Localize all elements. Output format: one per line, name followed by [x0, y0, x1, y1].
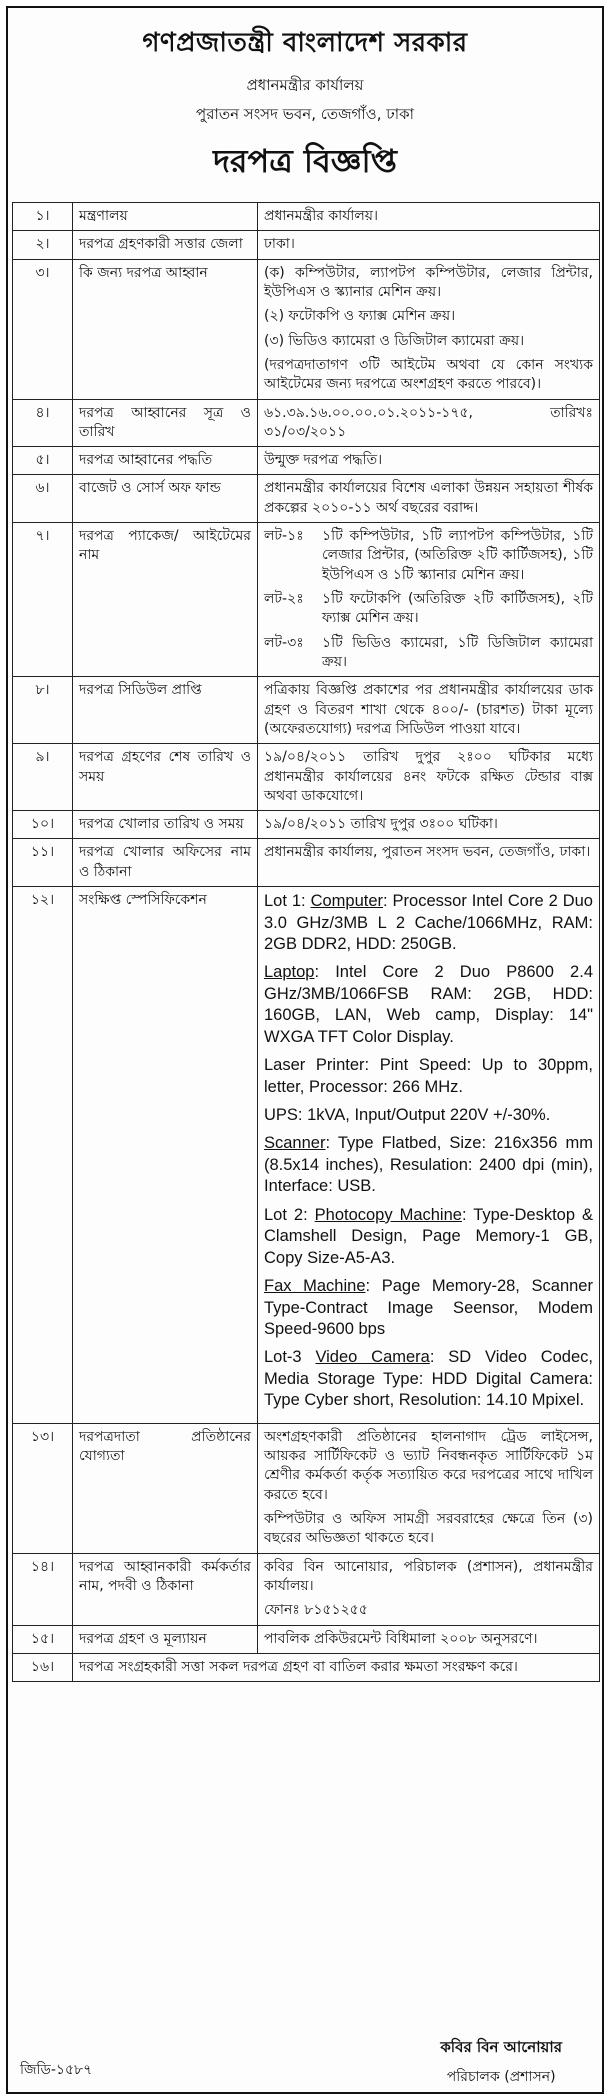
- table-row: [13, 475, 600, 523]
- table-row: [13, 1625, 600, 1653]
- table-row: [13, 259, 600, 399]
- row-number: ১৩।: [13, 1423, 73, 1553]
- row-label: দরপত্র সিডিউল প্রাপ্তি: [73, 677, 258, 744]
- table-row: [13, 1653, 600, 1681]
- row-value: উন্মুক্ত দরপত্র পদ্ধতি।: [258, 447, 600, 475]
- government-name: গণপ্রজাতন্ত্রী বাংলাদেশ সরকার: [142, 28, 468, 58]
- row-label: দরপত্র আহ্বানকারী কর্মকর্তার নাম, পদবী ও ঠিকানা: [73, 1553, 258, 1625]
- spec-printer: Laser Printer: Pint Speed: Up to 30ppm, letter, Processor: 266 MHz.: [264, 1056, 593, 1096]
- notice-header: [8, 8, 602, 190]
- table-row: [13, 1423, 600, 1553]
- spec-ups: UPS: 1kVA, Input/Output 220V +/-30%.: [264, 1106, 551, 1124]
- row-number: ১৬।: [13, 1653, 73, 1681]
- row-label: বাজেট ও সোর্স অফ ফান্ড: [73, 475, 258, 523]
- qualification-text: কম্পিউটার ও অফিস সামগ্রী সরবরাহের ক্ষেত্রে তিন (৩) বছরের অভিজ্ঞতা থাকতে হবে।: [264, 1510, 593, 1547]
- row-number: ৩।: [13, 259, 73, 399]
- lot-prefix: Lot 1:: [264, 892, 311, 911]
- table-row: [13, 811, 600, 839]
- signatory-name: কবির বিন আনোয়ার: [440, 2038, 562, 2056]
- tender-details-table: [12, 202, 600, 1682]
- reference-number: জিডি-১৫৮৭: [20, 2062, 93, 2078]
- row-number: ৯।: [13, 744, 73, 811]
- row-value: প্রধানমন্ত্রীর কার্যালয়ের বিশেষ এলাকা উন্নয়ন সহায়তা শীর্ষক প্রকল্পের ২০১০-১১ অর্থ বছরের বরাদ্দ।: [258, 475, 600, 523]
- row-label: দরপত্র গ্রহণের শেষ তারিখ ও সময়: [73, 744, 258, 811]
- lot-name: লট-১ঃ: [264, 528, 304, 545]
- spec-item-text: : Type Flatbed, Size: 216x356 mm (8.5x14 inches), Resulation: 2400 dpi (min), Interface: USB.: [264, 1134, 593, 1196]
- lot-name: লট-২ঃ: [264, 591, 304, 607]
- row-number: ১৪।: [13, 1553, 73, 1625]
- table-row: [13, 203, 600, 231]
- row-number: ১০।: [13, 811, 73, 839]
- lot-prefix: Lot 2:: [264, 1205, 315, 1224]
- notice-title: দরপত্র বিজ্ঞপ্তি: [213, 142, 397, 180]
- officer-name: কবির বিন আনোয়ার, পরিচালক (প্রশাসন), প্রধানমন্ত্রীর কার্যালয়।: [264, 1558, 593, 1594]
- row-number: ১১।: [13, 839, 73, 887]
- row-number: ১৫।: [13, 1625, 73, 1653]
- row-number: ৭।: [13, 523, 73, 677]
- spec-item-label: Video Camera: [315, 1348, 430, 1367]
- purpose-note: (দরপত্রদাতাগণ ৩টি আইটেম অথবা যে কোন সংখ্যক আইটেমের জন্য দরপত্রে অংশগ্রহণ করতে পারবে)।: [264, 356, 593, 393]
- row-number: ৬।: [13, 475, 73, 523]
- row-value: [258, 523, 600, 677]
- spec-laptop: [264, 962, 593, 1048]
- row-number: ৮।: [13, 677, 73, 744]
- table-row: [13, 447, 600, 475]
- spec-scanner: [264, 1133, 593, 1197]
- spec-computer: [264, 891, 593, 955]
- lot-item: [264, 590, 593, 629]
- row-label: মন্ত্রণালয়: [73, 203, 258, 231]
- row-number: ৪।: [13, 399, 73, 447]
- table-row: [13, 677, 600, 744]
- row-label: দরপত্র গ্রহণ ও মূল্যায়ন: [73, 1625, 258, 1653]
- notice-footer: [8, 2022, 602, 2092]
- office-address: পুরাতন সংসদ ভবন, তেজগাঁও, ঢাকা: [196, 105, 414, 123]
- spec-item-label: Laptop: [264, 963, 315, 982]
- table-row: [13, 887, 600, 1424]
- spec-item-label: Scanner: [264, 1134, 326, 1153]
- purpose-item: (ক) কম্পিউটার, ল্যাপটপ কম্পিউটার, লেজার প্রিন্টার, ইউপিএস ও স্ক্যানার মেশিন ক্রয়।: [264, 264, 593, 300]
- tender-notice: [6, 6, 604, 2094]
- qualification-text: অংশগ্রহণকারী প্রতিষ্ঠানের হালনাগাদ ট্রেড লাইসেন্স, আয়কর সার্টিফিকেট ও ভ্যাট নিবন্ধনকৃত সার্টিফিকেট ১ম শ্রেণীর কর্মকর্তা কর্তৃক সত্যায়িত করে দরপত্রের সাথে দাখিল করতে হবে।: [264, 1428, 593, 1503]
- row-value: দরপত্র সংগ্রহকারী সত্তা সকল দরপত্র গ্রহণ বা বাতিল করার ক্ষমতা সংরক্ষণ করে।: [73, 1653, 600, 1681]
- table-row: [13, 523, 600, 677]
- spec-item-text: : SD Video Codec, Media Storage Type: HDD Digital Camera: Type Cyber short, Resolution: 14.10 Mpixel.: [264, 1348, 593, 1410]
- signatory-designation: পরিচালক (প্রশাসন): [446, 2069, 556, 2085]
- spec-item-label: Fax Machine: [264, 1277, 366, 1296]
- row-label: সংক্ষিপ্ত স্পেসিফিকেশন: [73, 887, 258, 1424]
- spec-item-text: : Type-Desktop & Clamshell Design, Page Memory-1 GB, Copy Size-A5-A3.: [264, 1205, 593, 1267]
- row-value: প্রধানমন্ত্রীর কার্যালয়।: [258, 203, 600, 231]
- row-value: [258, 259, 600, 399]
- row-label: দরপত্র গ্রহণকারী সত্তার জেলা: [73, 231, 258, 259]
- row-value: প্রধানমন্ত্রীর কার্যালয়, পুরাতন সংসদ ভবন, তেজগাঁও, ঢাকা।: [258, 839, 600, 887]
- table-row: [13, 839, 600, 887]
- row-label: দরপত্র খোলার অফিসের নাম ও ঠিকানা: [73, 839, 258, 887]
- row-value: ১৯/০৪/২০১১ তারিখ দুপুর ৩ঃ০০ ঘটিকা।: [258, 811, 600, 839]
- signature-block: [440, 2036, 562, 2089]
- table-row: [13, 1553, 600, 1625]
- row-value: ৬১.৩৯.১৬.০০.০০.০১.২০১১-১৭৫, তারিখঃ ৩১/০৩/২০১১: [258, 399, 600, 447]
- row-label: দরপত্র প্যাকেজ/ আইটেমের নাম: [73, 523, 258, 677]
- row-label: দরপত্রদাতা প্রতিষ্ঠানের যোগ্যতা: [73, 1423, 258, 1553]
- table-row: [13, 231, 600, 259]
- row-label: কি জন্য দরপত্র আহ্বান: [73, 259, 258, 399]
- row-value: পাবলিক প্রকিউরমেন্ট বিধিমালা ২০০৮ অনুসরণে।: [258, 1625, 600, 1653]
- row-number: ১।: [13, 203, 73, 231]
- row-value: ঢাকা।: [258, 231, 600, 259]
- row-value: [258, 1423, 600, 1553]
- purpose-item: (৩) ভিডিও ক্যামেরা ও ডিজিটাল ক্যামেরা ক্রয়।: [264, 332, 525, 349]
- spec-item-text: : Intel Core 2 Duo P8600 2.4 GHz/3MB/1066FSB RAM: 2GB, HDD: 160GB, LAN, Web camp, Display: 14" WXGA TFT Color Display.: [264, 963, 593, 1046]
- row-label: দরপত্র আহ্বানের পদ্ধতি: [73, 447, 258, 475]
- spec-item-label: Computer: [310, 892, 384, 911]
- lot-item: [264, 527, 593, 585]
- row-value: ১৯/০৪/২০১১ তারিখ দুপুর ২ঃ০০ ঘটিকার মধ্যে প্রধানমন্ত্রীর কার্যালয়ের ৪নং ফটকে রক্ষিত টেন্ডার বাক্স অথবা ডাকযোগে।: [258, 744, 600, 811]
- purpose-item: (২) ফটোকপি ও ফ্যাক্স মেশিন ক্রয়।: [264, 308, 456, 325]
- lot-text: ১টি ভিডিও ক্যামেরা, ১টি ডিজিটাল ক্যামেরা ক্রয়।: [322, 634, 593, 670]
- officer-phone: ফোনঃ ৮১৫১২৫৫: [264, 1602, 368, 1619]
- lot-name: লট-৩ঃ: [264, 634, 304, 651]
- row-value: পত্রিকায় বিজ্ঞপ্তি প্রকাশের পর প্রধানমন্ত্রীর কার্যালয়ের ডাক গ্রহণ ও বিতরণ শাখা থেকে ৪০০/- (চারশত) টাকা মূল্যে (অফেরতযোগ্য) দরপত্র সিডিউল পাওয়া যাবে।: [258, 677, 600, 744]
- table-row: [13, 744, 600, 811]
- row-number: ৫।: [13, 447, 73, 475]
- row-number: ১২।: [13, 887, 73, 1424]
- lot-prefix: Lot-3: [264, 1348, 316, 1367]
- lot-item: [264, 634, 593, 673]
- row-number: ২।: [13, 231, 73, 259]
- spec-item-text: : Page Memory-28, Scanner Type-Contract Image Seensor, Modem Speed-9600 bps: [264, 1277, 593, 1338]
- row-label: দরপত্র খোলার তারিখ ও সময়: [73, 811, 258, 839]
- spec-video-camera: [264, 1347, 593, 1411]
- spec-item-text: : Processor Intel Core 2 Duo 3.0 GHz/3MB L 2 Cache/1066MHz, RAM: 2GB DDR2, HDD: 250GB.: [264, 892, 593, 953]
- lot-text: ১টি কম্পিউটার, ১টি ল্যাপটপ কম্পিউটার, ১টি লেজার প্রিন্টার, (অতিরিক্ত ২টি কার্টিজসহ), ১টি ইউপিএস ও ১টি স্ক্যানার মেশিন ক্রয়।: [322, 528, 593, 583]
- lot-text: ১টি ফটোকপি (অতিরিক্ত ২টি কার্টিজসহ), ২টি ফ্যাক্স মেশিন ক্রয়।: [322, 591, 593, 627]
- spec-fax: [264, 1276, 593, 1340]
- row-value: [258, 1553, 600, 1625]
- spec-item-label: Photocopy Machine: [314, 1205, 462, 1224]
- table-row: [13, 399, 600, 447]
- row-label: দরপত্র আহ্বানের সূত্র ও তারিখ: [73, 399, 258, 447]
- spec-photocopy: [264, 1205, 593, 1269]
- specification-block: [258, 887, 600, 1424]
- office-name: প্রধানমন্ত্রীর কার্যালয়: [246, 76, 364, 94]
